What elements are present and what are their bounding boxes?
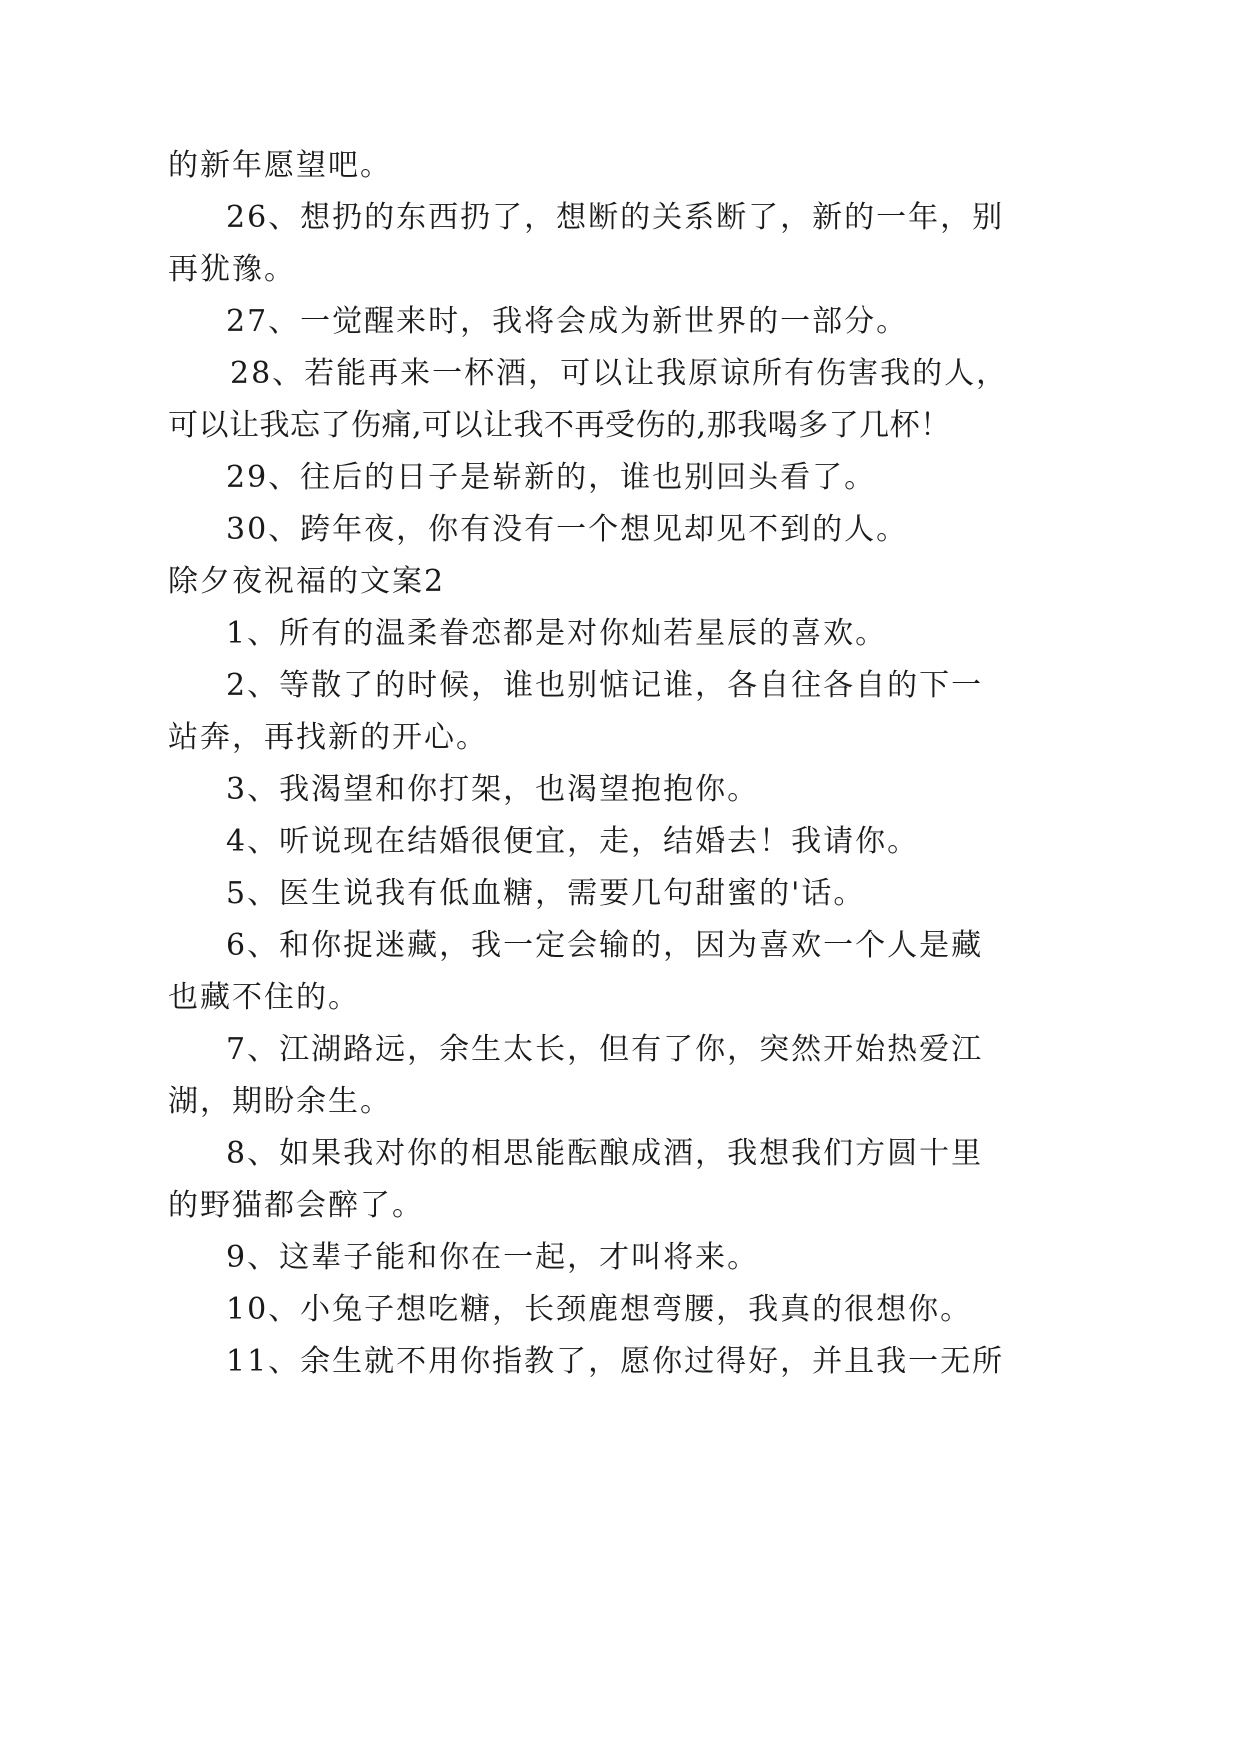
text-line: 也藏不住的。 bbox=[168, 980, 360, 1015]
text-line: 6、和你捉迷藏，我一定会输的，因为喜欢一个人是藏 bbox=[226, 928, 984, 963]
text-line: 1、所有的温柔眷恋都是对你灿若星辰的喜欢。 bbox=[226, 616, 888, 651]
text-line: 的野猫都会醉了。 bbox=[168, 1188, 424, 1223]
text-line: 7、江湖路远，余生太长，但有了你，突然开始热爱江 bbox=[226, 1032, 984, 1067]
text-line: 3、我渴望和你打架，也渴望抱抱你。 bbox=[226, 772, 760, 807]
text-line: 站奔，再找新的开心。 bbox=[168, 720, 488, 755]
text-line: 27、一觉醒来时，我将会成为新世界的一部分。 bbox=[226, 304, 909, 339]
text-line: 10、小兔子想吃糖，长颈鹿想弯腰，我真的很想你。 bbox=[226, 1292, 973, 1327]
section-heading: 除夕夜祝福的文案2 bbox=[168, 564, 446, 599]
text-line: 29、往后的日子是崭新的，谁也别回头看了。 bbox=[226, 460, 877, 495]
text-line: 26、想扔的东西扔了，想断的关系断了，新的一年，别 bbox=[226, 200, 1005, 235]
text-line: 28、若能再来一杯酒，可以让我原谅所有伤害我的人， bbox=[230, 356, 1009, 391]
text-line: 湖，期盼余生。 bbox=[168, 1084, 392, 1119]
text-line: 4、听说现在结婚很便宜，走，结婚去！我请你。 bbox=[226, 824, 920, 859]
text-line: 可以让我忘了伤痛,可以让我不再受伤的,那我喝多了几杯！ bbox=[168, 408, 951, 443]
text-line: 5、医生说我有低血糖，需要几句甜蜜的'话。 bbox=[226, 876, 866, 911]
text-line: 的新年愿望吧。 bbox=[168, 148, 392, 183]
text-line: 30、跨年夜，你有没有一个想见却见不到的人。 bbox=[226, 512, 909, 547]
text-line: 2、等散了的时候，谁也别惦记谁，各自往各自的下一 bbox=[226, 668, 984, 703]
text-line: 再犹豫。 bbox=[168, 252, 296, 287]
text-line: 8、如果我对你的相思能酝酿成酒，我想我们方圆十里 bbox=[226, 1136, 984, 1171]
text-line: 9、这辈子能和你在一起，才叫将来。 bbox=[226, 1240, 760, 1275]
text-line: 11、余生就不用你指教了，愿你过得好，并且我一无所 bbox=[226, 1344, 1005, 1379]
